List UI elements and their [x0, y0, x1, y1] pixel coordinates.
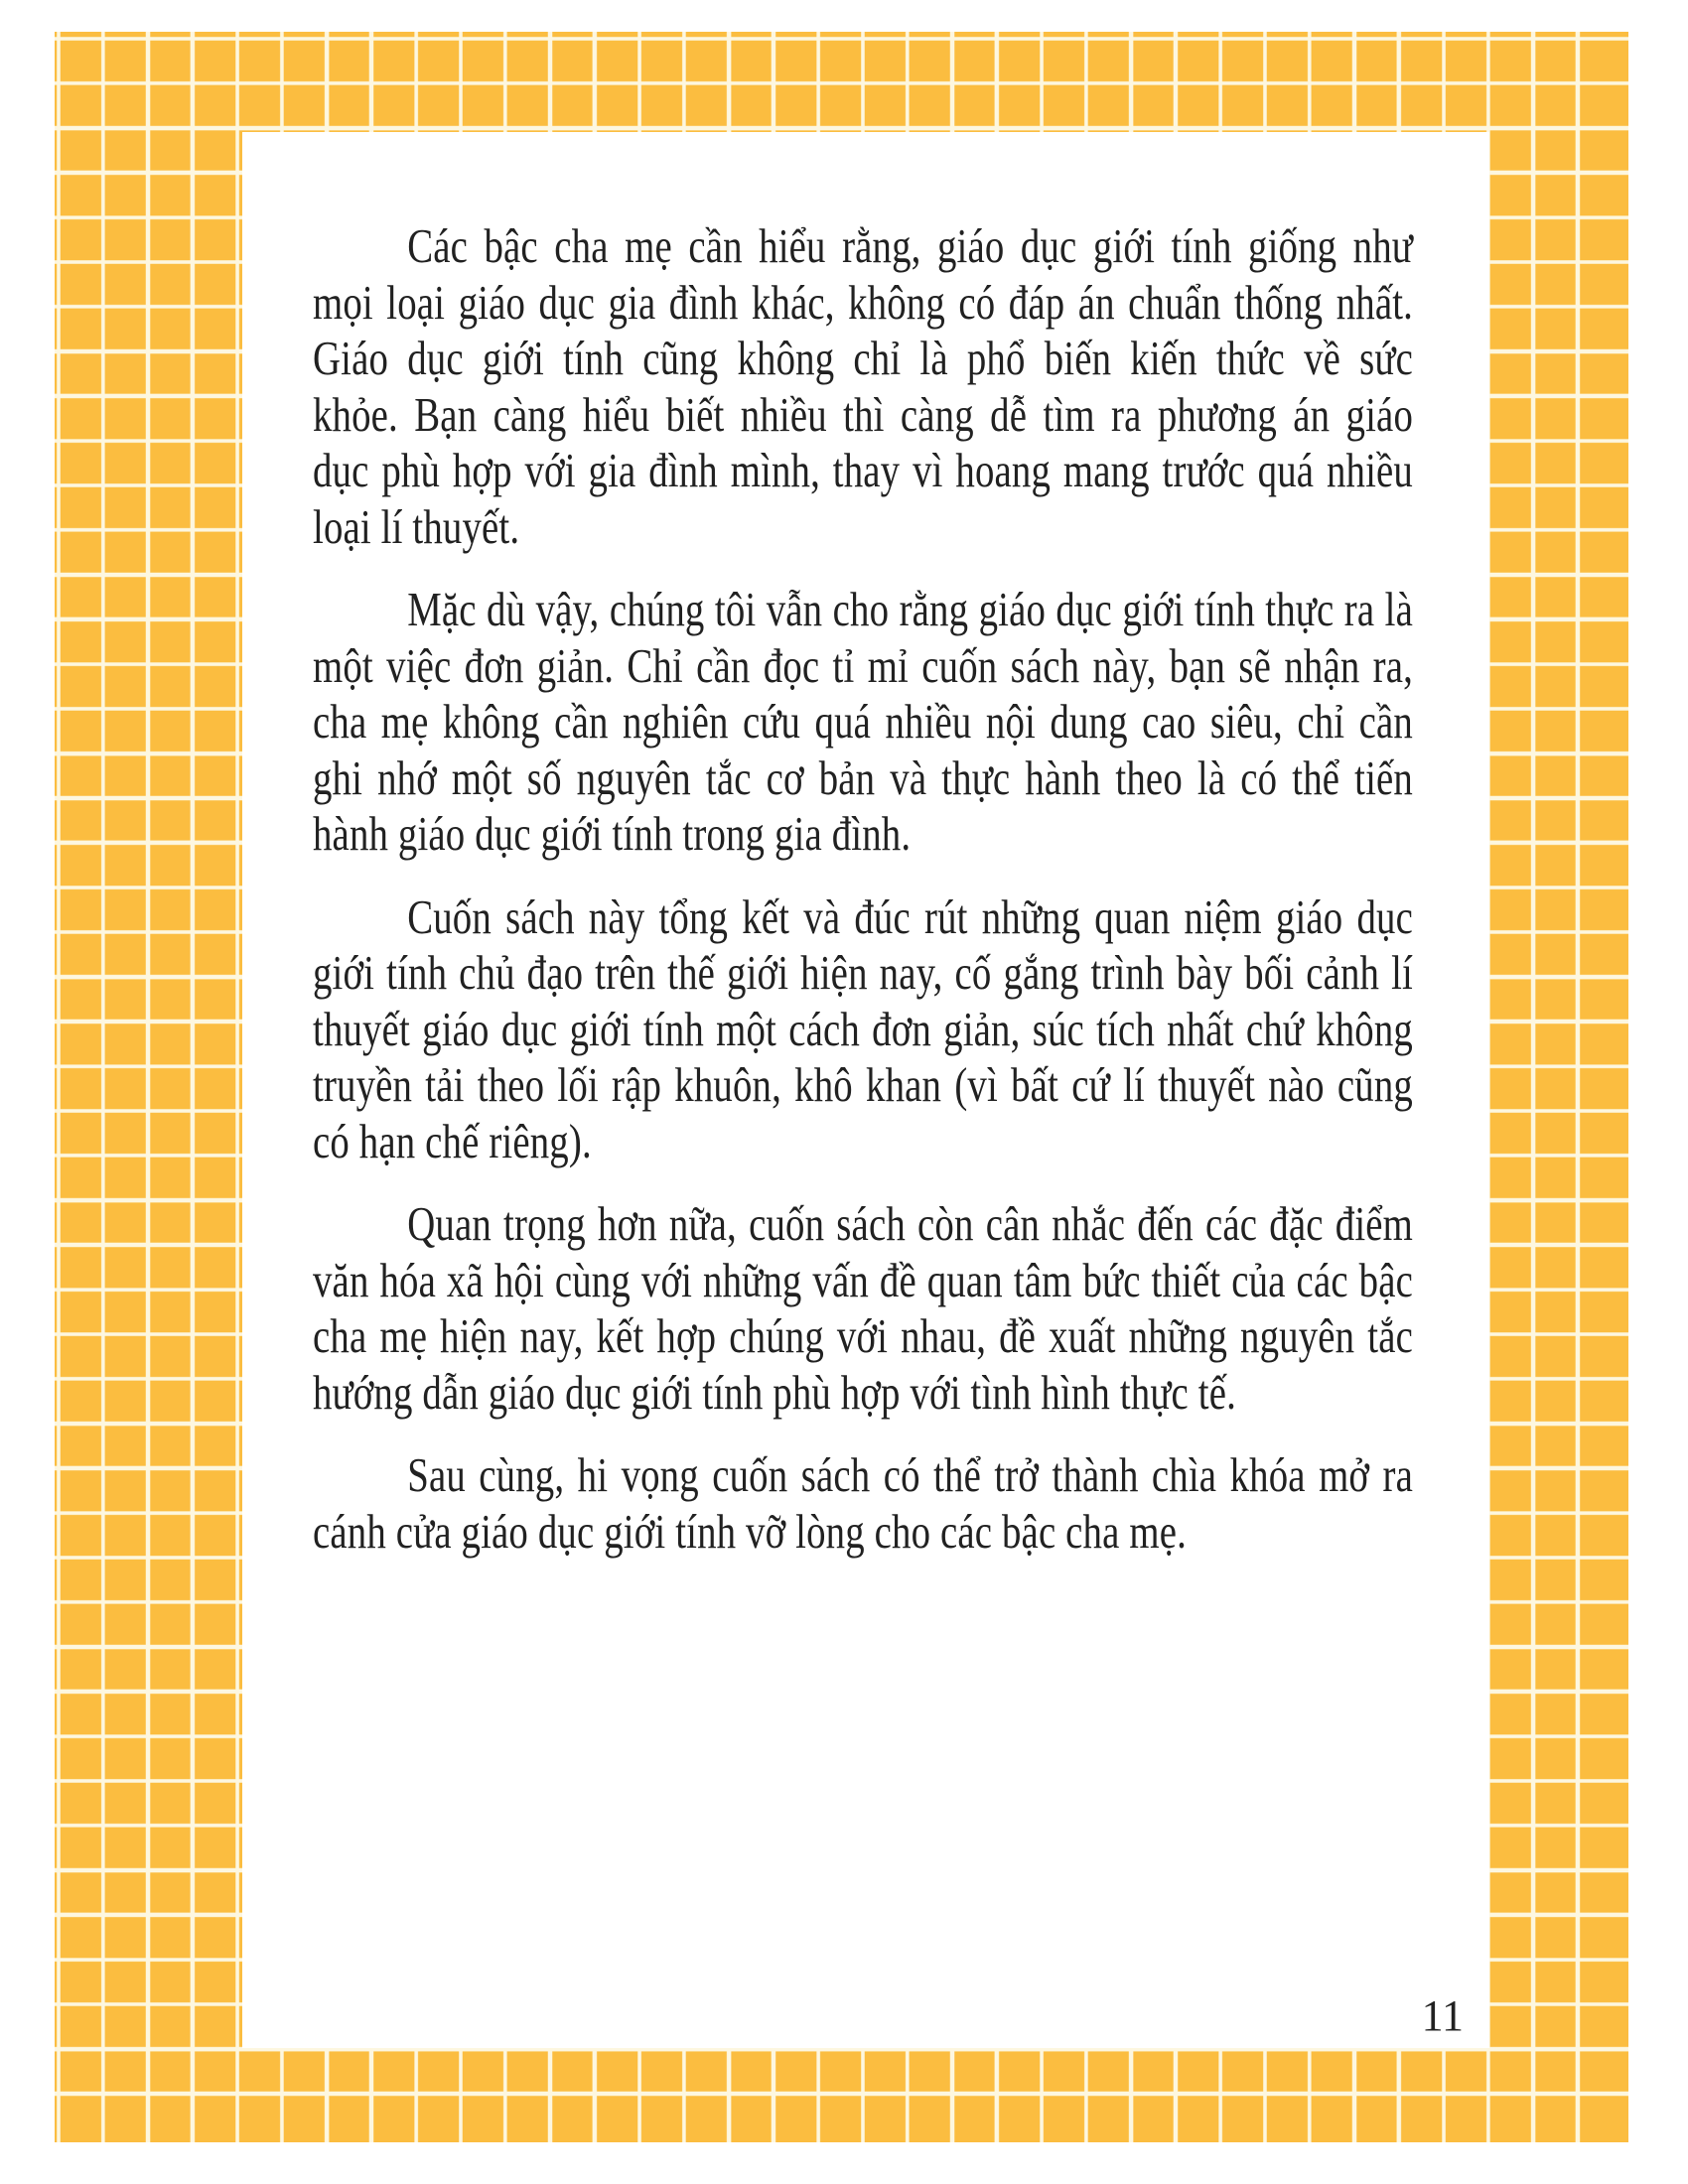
- text-line: hướng dẫn giáo dục giới tính phù hợp với tình hình thực tế.: [313, 1366, 1236, 1420]
- text-line: mọi loại giáo dục gia đình khác, không có đáp án chuẩn thống nhất.: [313, 276, 1413, 330]
- page-number: 11: [1421, 1991, 1464, 2040]
- text-line: thuyết giáo dục giới tính một cách đơn giản, súc tích nhất chứ không: [313, 1003, 1413, 1056]
- paragraph: [313, 1448, 1688, 1561]
- text-line: ghi nhớ một số nguyên tắc cơ bản và thực hành theo là có thể tiến: [313, 751, 1413, 805]
- text-line: loại lí thuyết.: [313, 500, 520, 554]
- text-line: một việc đơn giản. Chỉ cần đọc tỉ mỉ cuốn sách này, bạn sẽ nhận ra,: [313, 639, 1413, 693]
- body-text: [313, 219, 1688, 1561]
- text-line: Cuốn sách này tổng kết và đúc rút những quan niệm giáo dục: [407, 890, 1413, 944]
- text-line: Các bậc cha mẹ cần hiểu rằng, giáo dục giới tính giống như: [407, 220, 1413, 273]
- text-line: cánh cửa giáo dục giới tính vỡ lòng cho các bậc cha mẹ.: [313, 1505, 1187, 1559]
- paragraph: [313, 1197, 1688, 1422]
- paragraph: [313, 890, 1688, 1171]
- text-line: Giáo dục giới tính cũng không chỉ là phổ biến kiến thức về sức: [313, 333, 1413, 385]
- text-line: Quan trọng hơn nữa, cuốn sách còn cân nhắc đến các đặc điểm: [407, 1198, 1413, 1251]
- text-line: giới tính chủ đạo trên thế giới hiện nay, cố gắng trình bày bối cảnh lí: [313, 947, 1413, 1000]
- text-line: Sau cùng, hi vọng cuốn sách có thể trở thành chìa khóa mở ra: [407, 1449, 1413, 1502]
- text-line: truyền tải theo lối rập khuôn, khô khan (vì bất cứ lí thuyết nào cũng: [313, 1059, 1413, 1112]
- text-line: cha mẹ không cần nghiên cứu quá nhiều nội dung cao siêu, chỉ cần: [313, 696, 1413, 749]
- text-line: khỏe. Bạn càng hiểu biết nhiều thì càng dễ tìm ra phương án giáo: [313, 388, 1413, 442]
- text-line: văn hóa xã hội cùng với những vấn đề quan tâm bức thiết của các bậc: [313, 1254, 1413, 1307]
- paragraph: [313, 219, 1688, 556]
- text-line: có hạn chế riêng).: [313, 1115, 592, 1168]
- text-line: Mặc dù vậy, chúng tôi vẫn cho rằng giáo dục giới tính thực ra là: [407, 584, 1413, 636]
- paragraph: [313, 583, 1688, 864]
- text-line: hành giáo dục giới tính trong gia đình.: [313, 808, 912, 861]
- text-line: dục phù hợp với gia đình mình, thay vì hoang mang trước quá nhiều: [313, 445, 1413, 497]
- page-content-area: [242, 132, 1489, 2048]
- text-line: cha mẹ hiện nay, kết hợp chúng với nhau, đề xuất những nguyên tắc: [313, 1310, 1413, 1363]
